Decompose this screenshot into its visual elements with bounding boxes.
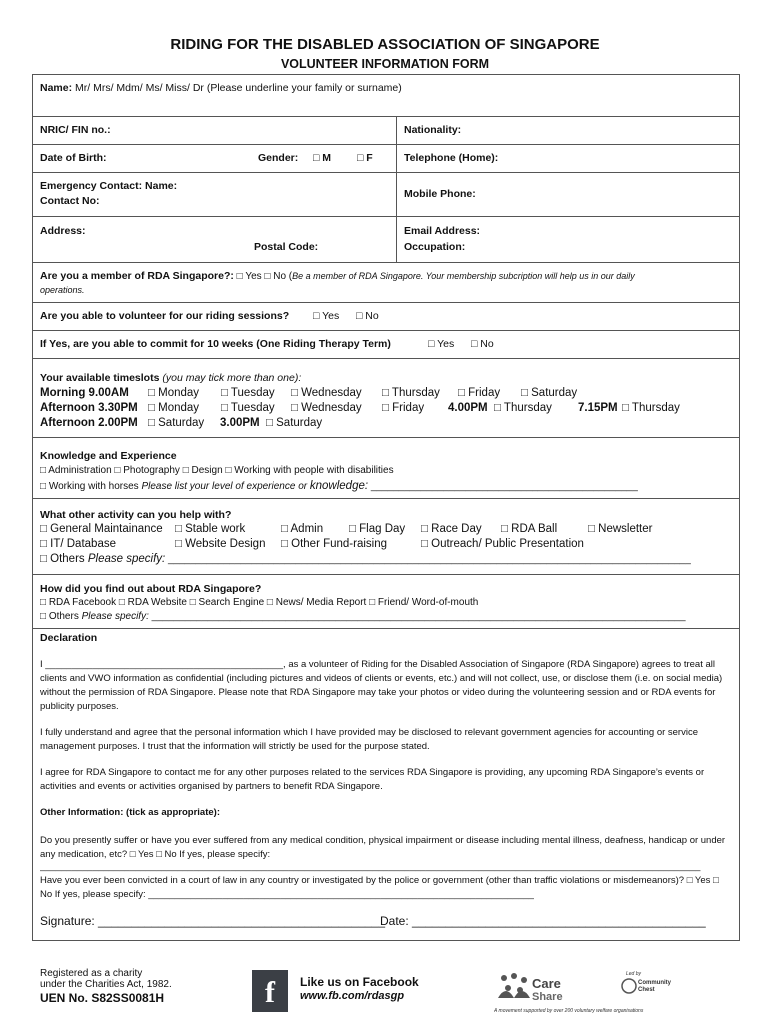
4pm-label: 4.00PM [448, 402, 488, 414]
divider [32, 437, 740, 438]
morning-thursday[interactable]: □ Thursday [382, 387, 440, 399]
morning-tuesday[interactable]: □ Tuesday [221, 387, 275, 399]
find-heading: How did you find out about RDA Singapore? [40, 583, 262, 595]
activity-outreach[interactable]: □ Outreach/ Public Presentation [421, 538, 584, 550]
morning-label: Morning 9.00AM [40, 387, 129, 399]
find-blank[interactable]: ________________________________________________________________________________________________ [148, 611, 686, 622]
timeslots-hint: (you may tick more than one): [159, 372, 302, 384]
activity-it[interactable]: □ IT/ Database [40, 538, 116, 550]
riding-no-checkbox[interactable]: □ No [356, 310, 379, 322]
column-divider [396, 116, 397, 262]
horses-checkbox[interactable]: □ Working with horses [40, 481, 142, 492]
activity-fundraising[interactable]: □ Other Fund-raising [281, 538, 388, 550]
afternoon-330-label: Afternoon 3.30PM [40, 402, 138, 414]
emergency-name-label[interactable]: Emergency Contact: Name: [40, 180, 178, 192]
medical-question[interactable]: Do you presently suffer or have you ever suffered from any medical condition, physical impairment or disease including mental illness, deafness, handicap or under any medication, etc? □ Yes □ No If yes, please specify: [40, 835, 726, 860]
715pm-label: 7.15PM [578, 402, 618, 414]
date-field[interactable]: Date: ____________________________________________ [380, 914, 706, 928]
activity-heading: What other activity can you help with? [40, 509, 232, 521]
led-by-text: Led by [626, 971, 642, 977]
gender-m-checkbox[interactable]: □ M [313, 152, 332, 164]
declaration-heading: Declaration [40, 632, 98, 644]
knowledge-options[interactable]: □ Administration □ Photography □ Design □ Working with people with disabilities [40, 465, 394, 476]
activity-blank[interactable]: ______________________________________________________________________________________________ [165, 554, 691, 565]
activity-specify: Please specify: [87, 553, 166, 565]
mobile-label[interactable]: Mobile Phone: [404, 188, 476, 200]
commit-yes-checkbox[interactable]: □ Yes [428, 338, 455, 350]
email-label[interactable]: Email Address: [404, 225, 481, 237]
morning-saturday[interactable]: □ Saturday [521, 387, 578, 399]
tel-home-label[interactable]: Telephone (Home): [404, 152, 499, 164]
knowledge-word: knowledge: [309, 480, 369, 492]
form-title: RIDING FOR THE DISABLED ASSOCIATION OF SINGAPORE [170, 36, 600, 53]
share-text: Share [532, 991, 563, 1003]
715pm-thursday[interactable]: □ Thursday [622, 402, 680, 414]
afternoon-2pm-label: Afternoon 2.00PM [40, 417, 138, 429]
facebook-url[interactable]: www.fb.com/rdasgp [300, 990, 405, 1002]
activity-flag-day[interactable]: □ Flag Day [349, 523, 406, 535]
afternoon-friday[interactable]: □ Friday [382, 402, 425, 414]
uen-number: UEN No. S82SS0081H [40, 991, 165, 1005]
charity-line2: under the Charities Act, 1982. [40, 979, 172, 990]
activity-race-day[interactable]: □ Race Day [421, 523, 482, 535]
community-text: Community [638, 980, 671, 986]
declaration-p2: I fully understand and agree that the personal information which I have provided may be disclosed to relevant government agencies for accounting or service management purposes. I trust that the information will strictly be used for the purpose stated. [40, 727, 698, 752]
timeslots-heading: Your available timeslots [40, 372, 160, 384]
divider [32, 172, 740, 173]
riding-question: Are you able to volunteer for our riding sessions? [40, 310, 290, 322]
morning-wednesday[interactable]: □ Wednesday [291, 387, 362, 399]
morning-monday[interactable]: □ Monday [148, 387, 200, 399]
care-text: Care [532, 976, 561, 991]
activity-website[interactable]: □ Website Design [175, 538, 266, 550]
nationality-label[interactable]: Nationality: [404, 124, 462, 136]
contact-no-label[interactable]: Contact No: [40, 195, 100, 207]
divider [32, 574, 740, 575]
name-label: Name: [40, 82, 73, 94]
facebook-icon[interactable]: f [252, 970, 288, 1012]
dob-label[interactable]: Date of Birth: [40, 152, 107, 164]
member-note-cont: operations. [40, 285, 85, 295]
member-note: Be a member of RDA Singapore. Your membership subcription will help us in our daily [292, 271, 635, 281]
address-label[interactable]: Address: [40, 225, 86, 237]
nric-label[interactable]: NRIC/ FIN no.: [40, 124, 111, 136]
gender-f-checkbox[interactable]: □ F [357, 152, 373, 164]
member-question: Are you a member of RDA Singapore?: [40, 270, 234, 282]
3pm-saturday[interactable]: □ Saturday [266, 417, 323, 429]
occupation-label[interactable]: Occupation: [404, 241, 466, 253]
declaration-p1: I _____________________________________________, as a volunteer of Riding for the Disabled Association of Singapore (RDA Singapore) agrees to treat all clients and VWO information as confidential (including pictures and videos of clients or events, etc.) and will not collect, use, or disclose them (i.e. on social media) without the permission of RDA Singapore. Please note that RDA Singapore may take your photos or video during the volunteering session and or RDA events for publicity purposes. [40, 659, 723, 712]
find-specify: Please specify: [81, 611, 149, 622]
conviction-question[interactable]: Have you ever been convicted in a court of law in any country or investigated by the police or government (other than traffic violations or misdemeanors)? □ Yes □ No If yes, please specify: _________________________________________________________________________ [40, 875, 719, 900]
name-hint[interactable]: Mr/ Mrs/ Mdm/ Ms/ Miss/ Dr (Please underline your family or surname) [72, 82, 402, 94]
divider [32, 302, 740, 303]
activity-stable[interactable]: □ Stable work [175, 523, 246, 535]
divider [32, 358, 740, 359]
signature-field[interactable]: Signature: ___________________________________________ [40, 914, 386, 928]
member-options[interactable]: □ Yes □ No ( [233, 271, 293, 282]
facebook-cta: Like us on Facebook [300, 975, 419, 989]
charity-line1: Registered as a charity [40, 968, 143, 979]
commit-question: If Yes, are you able to commit for 10 weeks (One Riding Therapy Term) [40, 338, 391, 350]
medical-blank[interactable]: _____________________________________________________________________________________________________________________________ [40, 861, 701, 872]
activity-rda-ball[interactable]: □ RDA Ball [501, 523, 558, 535]
activity-others[interactable]: □ Others [40, 553, 88, 565]
3pm-label: 3.00PM [220, 417, 260, 429]
divider [32, 144, 740, 145]
form-subtitle: VOLUNTEER INFORMATION FORM [280, 57, 490, 71]
find-others[interactable]: □ Others [40, 611, 82, 622]
activity-admin[interactable]: □ Admin [281, 523, 324, 535]
afternoon-monday[interactable]: □ Monday [148, 402, 200, 414]
gender-label: Gender: [258, 152, 299, 164]
care-share-tagline: A movement supported by over 200 voluntary welfare organisations [494, 1008, 644, 1014]
community-chest-icon [622, 979, 636, 993]
other-info-heading: Other Information: (tick as appropriate): [40, 807, 220, 818]
horses-hint: Please list your level of experience or [141, 481, 310, 492]
riding-yes-checkbox[interactable]: □ Yes [313, 310, 340, 322]
find-options[interactable]: □ RDA Facebook □ RDA Website □ Search Engine □ News/ Media Report □ Friend/ Word-of-mouth [40, 597, 479, 608]
declaration-p3: I agree for RDA Singapore to contact me for any other purposes related to the services RDA Singapore is providing, any upcoming RDA Singapore’s events or activities and events or activities organised by partners to benefit RDA Singapore. [40, 767, 705, 792]
divider [32, 216, 740, 217]
afternoon-wednesday[interactable]: □ Wednesday [291, 402, 362, 414]
postal-label[interactable]: Postal Code: [254, 241, 319, 253]
afternoon-tuesday[interactable]: □ Tuesday [221, 402, 275, 414]
care-share-logo [494, 968, 684, 1014]
divider [32, 262, 740, 263]
commit-no-checkbox[interactable]: □ No [471, 338, 494, 350]
knowledge-heading: Knowledge and Experience [40, 450, 177, 462]
divider [32, 498, 740, 499]
chest-text: Chest [638, 987, 655, 993]
divider [32, 116, 740, 117]
divider [32, 330, 740, 331]
divider [32, 628, 740, 629]
4pm-thursday[interactable]: □ Thursday [494, 402, 552, 414]
activity-maintenance[interactable]: □ General Maintainance [40, 523, 163, 535]
afternoon2-saturday[interactable]: □ Saturday [148, 417, 205, 429]
morning-friday[interactable]: □ Friday [458, 387, 501, 399]
knowledge-blank[interactable]: ________________________________________________ [368, 481, 638, 492]
activity-newsletter[interactable]: □ Newsletter [588, 523, 653, 535]
